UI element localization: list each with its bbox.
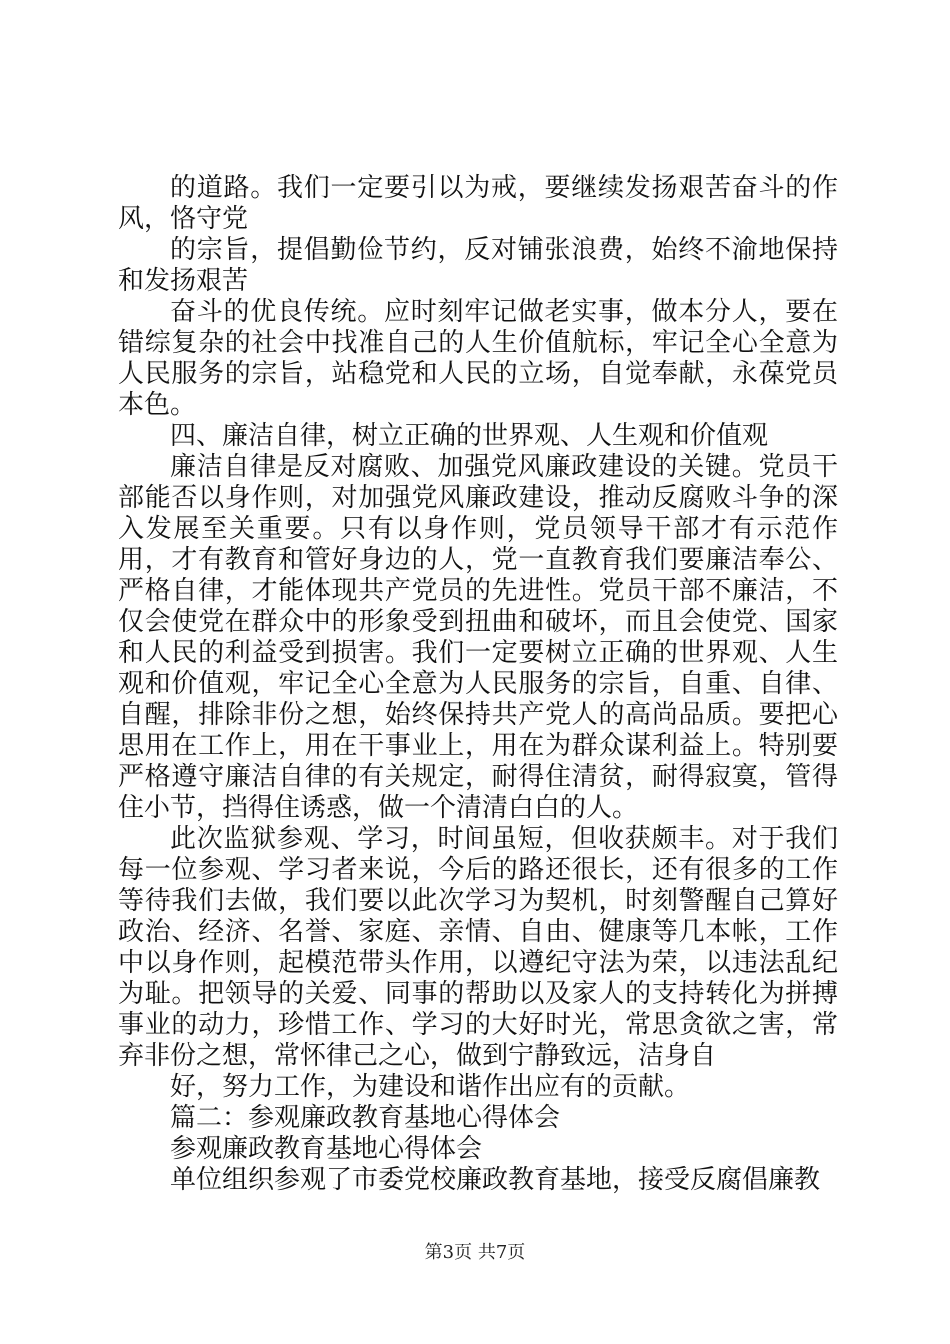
paragraph-7: 好，努力工作，为建设和谐作出应有的贡献。	[170, 1072, 691, 1102]
page-number-footer: 第3页 共7页	[424, 1242, 526, 1263]
paragraph-10: 单位组织参观了市委党校廉政教育基地，接受反腐倡廉教	[170, 1165, 821, 1195]
section-heading-4: 四、廉洁自律，树立正确的世界观、人生观和价值观	[170, 421, 769, 451]
article-label: 篇二：参观廉政教育基地心得体会	[170, 1103, 561, 1133]
paragraph-6: 此次监狱参观、学习，时间虽短，但收获颇丰。对于我们每一位参观、学习者来说，今后的路还很长，还有很多的工作等待我们去做，我们要以此次学习为契机，时刻警醒自己算好政治、经济、名誉、家庭、亲情、自由、健康等几本帐，工作中以身作则，起模范带头作用，以遵纪守法为荣，以违法乱纪为耻。把领导的关爱、同事的帮助以及家人的支持转化为拼搏事业的动力，珍惜工作、学习的大好时光，常思贪欲之害，常弃非份之想，常怀律己之心，做到宁静致远，洁身自	[118, 824, 838, 1071]
document-body	[118, 173, 838, 1196]
paragraph-2: 的宗旨，提倡勤俭节约，反对铺张浪费，始终不渝地保持和发扬艰苦	[118, 235, 838, 296]
paragraph-3: 奋斗的优良传统。应时刻牢记做老实事，做本分人，要在错综复杂的社会中找准自己的人生价值航标，牢记全心全意为人民服务的宗旨，站稳党和人民的立场，自觉奉献，永葆党员本色。	[118, 297, 838, 420]
article-title: 参观廉政教育基地心得体会	[170, 1134, 483, 1164]
paragraph-1: 的道路。我们一定要引以为戒，要继续发扬艰苦奋斗的作风，恪守党	[118, 173, 838, 234]
paragraph-5: 廉洁自律是反对腐败、加强党风廉政建设的关键。党员干部能否以身作则，对加强党风廉政建设，推动反腐败斗争的深入发展至关重要。只有以身作则，党员领导干部才有示范作用，才有教育和管好身边的人，党一直教育我们要廉洁奉公、严格自律，才能体现共产党员的先进性。党员干部不廉洁，不仅会使党在群众中的形象受到扭曲和破坏，而且会使党、国家和人民的利益受到损害。我们一定要树立正确的世界观、人生观和价值观，牢记全心全意为人民服务的宗旨，自重、自律、自醒，排除非份之想，始终保持共产党人的高尚品质。要把心思用在工作上，用在干事业上，用在为群众谋利益上。特别要严格遵守廉洁自律的有关规定，耐得住清贫，耐得寂寞，管得住小节，挡得住诱惑，做一个清清白白的人。	[118, 452, 838, 823]
